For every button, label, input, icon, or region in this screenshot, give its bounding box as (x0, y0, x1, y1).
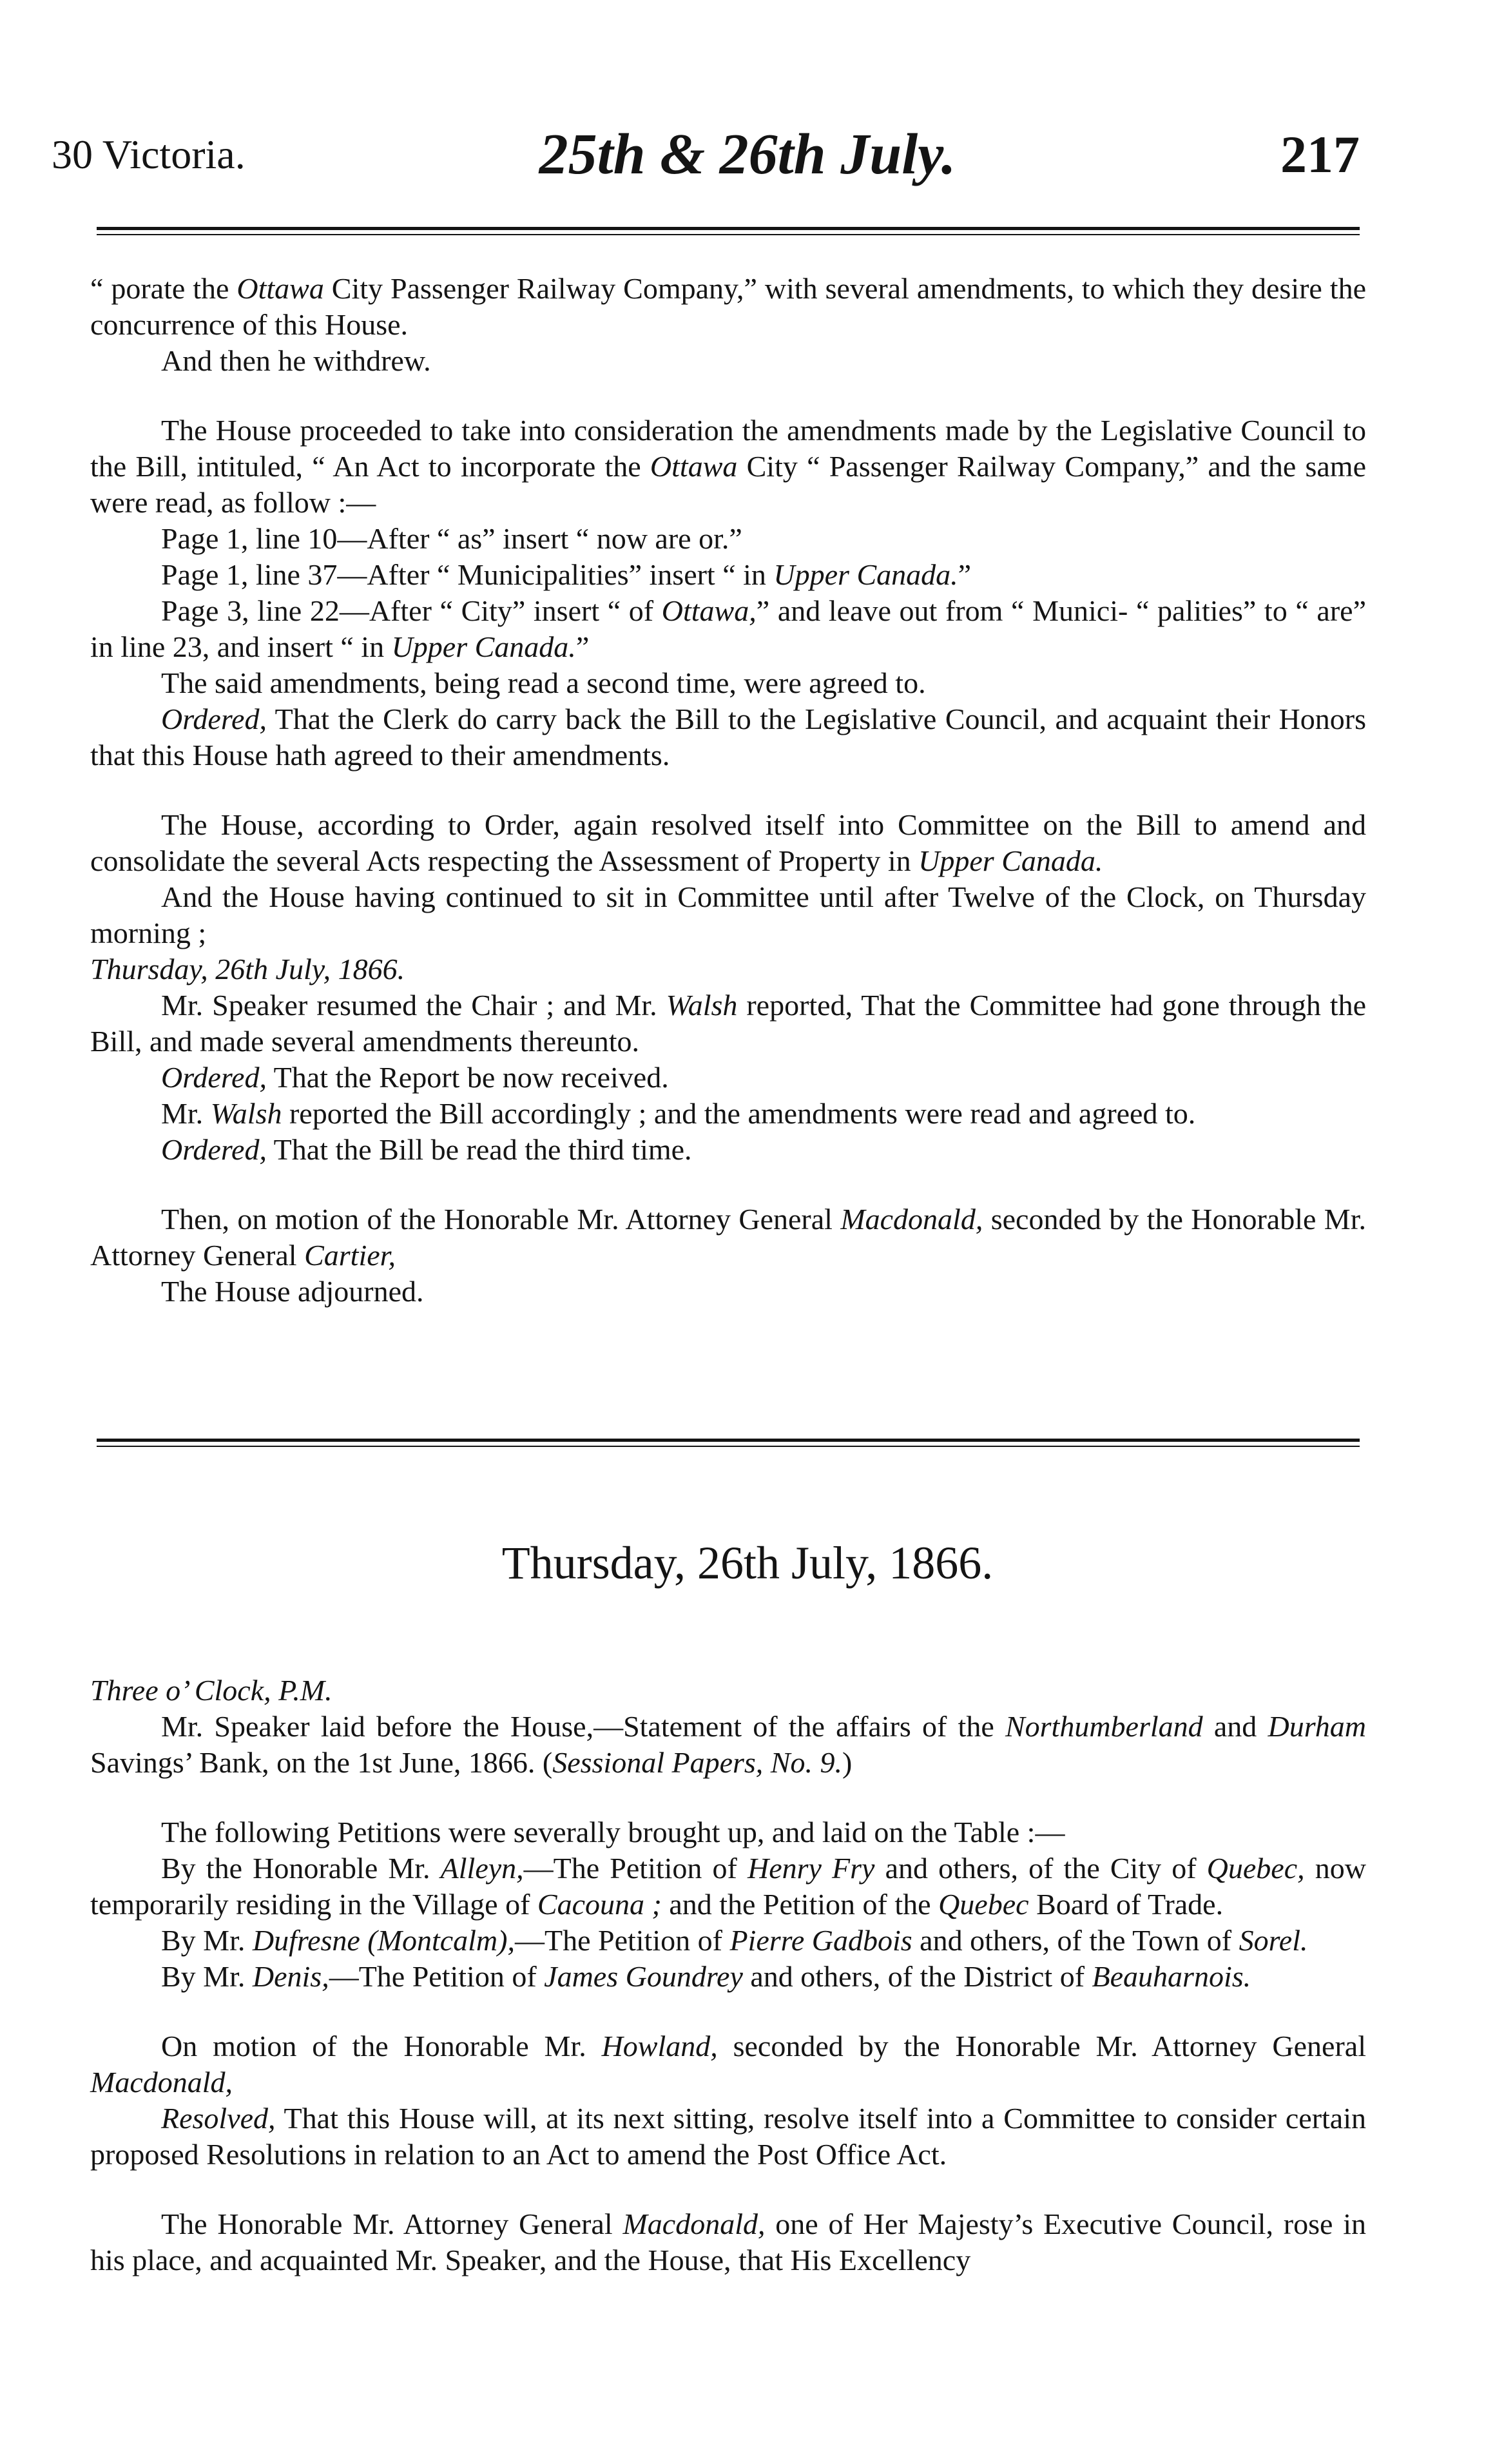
paragraph: And the House having continued to sit in Committee until after Twelve of the Clock, on Thursday morning ; (90, 880, 1366, 949)
section-double-rule (97, 1439, 1360, 1447)
amendment-item: Page 1, line 37—After “ Municipalities” insert “ in Upper Canada.” (161, 558, 972, 591)
paragraph: Ordered, That the Clerk do carry back the Bill to the Legislative Council, and acquaint their Honors that this House hath agreed to their amendments. (90, 703, 1366, 771)
paragraph: The House proceeded to take into consideration the amendments made by the Legislative Council to the Bill, intituled, “ An Act to incorporate the Ottawa City “ Passenger Railway Company,” and the same were read, as follow :— (90, 414, 1366, 519)
paragraph: Ordered, That the Report be now received. (161, 1061, 669, 1094)
paragraph: The following Petitions were severally brought up, and laid on the Table :— (161, 1816, 1065, 1848)
day-heading: Thursday, 26th July, 1866. (501, 1537, 994, 1589)
paragraph: Mr. Walsh reported the Bill accordingly ; and the amendments were read and agreed to. (161, 1097, 1196, 1130)
paragraph: Ordered, That the Bill be read the third time. (161, 1133, 692, 1166)
sitting-time: Three o’ Clock, P.M. (90, 1674, 333, 1707)
paragraph: And then he withdrew. (161, 344, 431, 377)
paragraph: The House adjourned. (161, 1275, 424, 1308)
petition-item: By Mr. Dufresne (Montcalm),—The Petition of Pierre Gadbois and others, of the Town of Sorel. (161, 1924, 1308, 1957)
paragraph: The Honorable Mr. Attorney General Macdonald, one of Her Majesty’s Executive Council, rose in his place, and acquainted Mr. Speaker, and the House, that His Excellency (90, 2207, 1366, 2276)
paragraph: “ porate the Ottawa City Passenger Railway Company,” with several amendments, to which they desire the concurrence of this House. (90, 272, 1366, 341)
dateline: Thursday, 26th July, 1866. (90, 953, 405, 985)
amendment-item: Page 1, line 10—After “ as” insert “ now are or.” (161, 522, 742, 555)
running-header-regnal-year: 30 Victoria. (52, 131, 246, 177)
header-double-rule (97, 227, 1360, 235)
section-july-26 (90, 1673, 1366, 2278)
petition-item: By Mr. Denis,—The Petition of James Goundrey and others, of the District of Beauharnois. (161, 1960, 1251, 1993)
running-header-dates: 25th & 26th July. (539, 122, 956, 186)
paragraph: Mr. Speaker laid before the House,—Statement of the affairs of the Northumberland and Durham Savings’ Bank, on the 1st June, 1866. (Sessional Papers, No. 9.) (90, 1710, 1366, 1779)
paragraph: The said amendments, being read a second time, were agreed to. (161, 666, 926, 699)
paragraph: Mr. Speaker resumed the Chair ; and Mr. Walsh reported, That the Committee had gone through the Bill, and made several amendments thereunto. (90, 989, 1366, 1058)
paragraph: The House, according to Order, again resolved itself into Committee on the Bill to amend and consolidate the several Acts respecting the Assessment of Property in Upper Canada. (90, 808, 1366, 877)
amendment-item: Page 3, line 22—After “ City” insert “ of Ottawa,” and leave out from “ Munici- “ palities” to “ are” in line 23, and insert “ in Upper Canada.” (90, 594, 1366, 663)
page-number: 217 (1280, 125, 1360, 184)
paragraph: Resolved, That this House will, at its next sitting, resolve itself into a Committee to consider certain proposed Resolutions in relation to an Act to amend the Post Office Act. (90, 2102, 1366, 2171)
paragraph: Then, on motion of the Honorable Mr. Attorney General Macdonald, seconded by the Honorable Mr. Attorney General Cartier, (90, 1203, 1366, 1272)
petition-item: By the Honorable Mr. Alleyn,—The Petition of Henry Fry and others, of the City of Quebec, now temporarily residing in the Village of Cacouna ; and the Petition of the Quebec Board of Trade. (90, 1852, 1366, 1921)
paragraph: On motion of the Honorable Mr. Howland, seconded by the Honorable Mr. Attorney General Macdonald, (90, 2030, 1366, 2099)
section-july-25 (90, 271, 1366, 1310)
